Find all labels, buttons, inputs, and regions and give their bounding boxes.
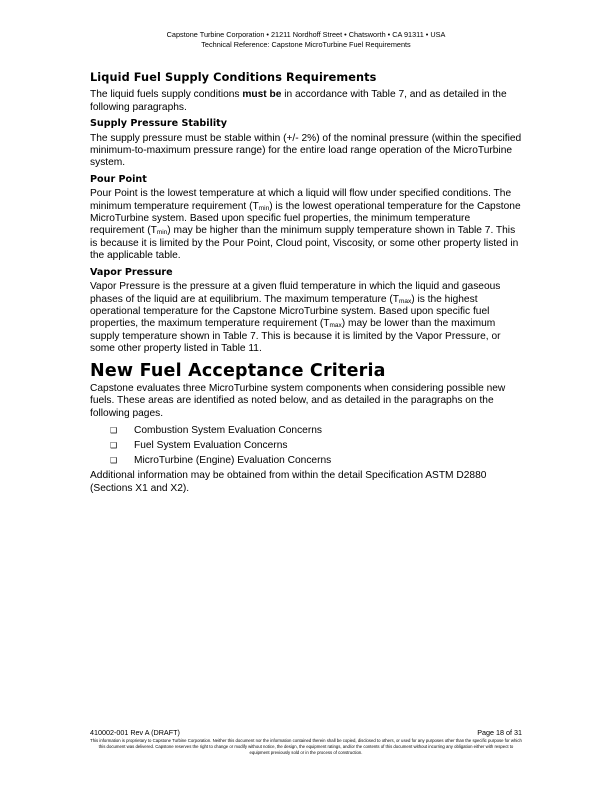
subheading-pour-point: Pour Point: [90, 173, 147, 185]
list-item: [110, 438, 522, 453]
proprietary-notice: This information is proprietary to Capstone Turbine Corporation. Neither this document nor the information contained therein shall be copied, disclosed to others, or used for any purposes other than the specific purpose for which this document was delivered. Capstone reserves the right to change or modify without notice, the design, the equipment ratings, and/or the contents of this document without incurring any obligation either with respect to equipment previously sold or in the process of construction.: [90, 738, 522, 755]
text-run: ) may be higher than the minimum supply temperature shown in Table 7. This is because it is limited by the Pour Point, Cloud point, Viscosity, or some other property listed in the applicable table.: [90, 225, 519, 262]
paragraph-supply-pressure: The supply pressure must be stable within (+/- 2%) of the nominal pressure (within the specified minimum-to-maximum pressure range) for the entire load range operation of the MicroTurbine system.: [90, 132, 522, 169]
text-run: ) is the highest operational temperature for the Capstone MicroTurbine system. Based upon specific fuel properties, the maximum temperature requirement (T: [90, 293, 490, 330]
checkbox-bullet-icon: ❑: [110, 426, 118, 436]
text-run: ) may be lower than the maximum supply temperature shown in Table 7. This is because it is limited by the Vapor Pressure, or some other property listed in Table 11.: [90, 318, 501, 355]
section-intro: [90, 89, 522, 114]
checkbox-bullet-icon: ❑: [110, 441, 118, 451]
section-heading-new-fuel: New Fuel Acceptance Criteria: [90, 360, 386, 381]
paragraph-pour-point: [90, 188, 522, 262]
subscript-max: max: [329, 322, 342, 330]
text-run: Vapor Pressure is the pressure at a given fluid temperature in which the liquid and gaseous phases of the liquid are at equilibrium. The maximum temperature (T: [90, 281, 501, 305]
evaluation-list: [90, 423, 522, 468]
text-run: Pour Point is the lowest temperature at which a liquid will flow under specified conditions. The minimum temperature requirement (T: [90, 188, 512, 212]
list-item: [110, 423, 522, 438]
paragraph-additional-info: Additional information may be obtained from within the detail Specification ASTM D2880 (Sections X1 and X2).: [90, 470, 487, 494]
subscript-min: min: [156, 229, 168, 237]
subheading-supply-pressure: Supply Pressure Stability: [90, 118, 227, 130]
header-address: Capstone Turbine Corporation • 21211 Nordhoff Street • Chatsworth • CA 91311 • USA: [166, 30, 446, 39]
document-id: 410002-001 Rev A (DRAFT): [90, 728, 180, 737]
page-number: Page 18 of 31: [477, 728, 522, 737]
intro-text: The liquid fuels supply conditions: [90, 89, 243, 101]
paragraph-vapor-pressure: [90, 281, 522, 355]
subscript-max: max: [398, 297, 412, 305]
list-item-label: Fuel System Evaluation Concerns: [134, 440, 288, 452]
list-item-label: MicroTurbine (Engine) Evaluation Concerns: [134, 455, 332, 467]
intro-text-end: in accordance with Table 7, and as detailed in the following paragraphs.: [90, 89, 507, 113]
page-footer: [90, 728, 522, 756]
header-doc-title: Technical Reference: Capstone MicroTurbine Fuel Requirements: [201, 40, 411, 49]
subheading-vapor-pressure: Vapor Pressure: [90, 266, 173, 278]
text-run: ) is the lowest operational temperature for the Capstone MicroTurbine system. Based upon specific fuel properties, the minimum temperature requirement (T: [90, 200, 521, 237]
list-item: [110, 453, 522, 468]
list-item-label: Combustion System Evaluation Concerns: [134, 425, 322, 437]
section-heading-liquid-fuel: Liquid Fuel Supply Conditions Requirements: [90, 71, 377, 84]
page-content: [90, 72, 522, 498]
paragraph-new-fuel-intro: Capstone evaluates three MicroTurbine system components when considering possible new fuels. These areas are identified as noted below, and as detailed in the paragraphs on the following pages.: [90, 382, 506, 419]
page-header: [0, 30, 612, 50]
footer-row: [90, 728, 522, 737]
checkbox-bullet-icon: ❑: [110, 456, 118, 466]
intro-emphasis: must be: [242, 89, 282, 101]
subscript-min: min: [258, 204, 270, 212]
